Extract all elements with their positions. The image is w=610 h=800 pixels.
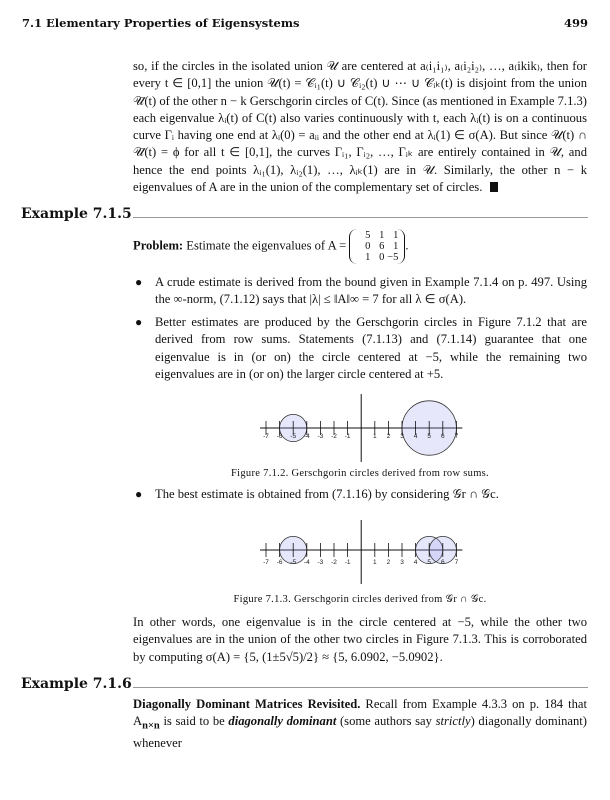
figure-caption: Figure 7.1.3. Gerschgorin circles derived from 𝒢r ∩ 𝒢c. bbox=[233, 594, 487, 605]
figure-7-1-3 bbox=[250, 520, 490, 590]
example-label: Example 7.1.6 bbox=[21, 676, 132, 692]
example-716-text: Diagonally Dominant Matrices Revisited. Recall from Example 4.3.3 on p. 184 that $A_{n\times n}$ is said to be diagonally dominant (some authors say strictly) diagonally dominant) whenever bbox=[133, 697, 587, 751]
tick-label: 2 bbox=[386, 433, 391, 440]
page-number: 499 bbox=[563, 16, 588, 30]
tick-label: -7 bbox=[263, 433, 269, 440]
paragraph-continued bbox=[133, 58, 587, 196]
tick-label: 7 bbox=[454, 559, 459, 566]
section-title: 7.1 Elementary Properties of Eigensystems bbox=[22, 16, 300, 30]
closing-paragraph: In other words, one eigenvalue is in the circle centered at −5, while the other two eigenvalues are in the union of the other two circles in Figure 7.1.3. This is corroborated by computing σ(A) = {5, (1±5√5)/2} ≈ {5, 6.0902, −5.0902}. bbox=[133, 615, 587, 664]
tick-label: -4 bbox=[303, 433, 310, 440]
example-rule bbox=[133, 687, 588, 688]
tick-label: 2 bbox=[386, 559, 391, 566]
tick-label: -3 bbox=[317, 433, 324, 440]
tick-label: -6 bbox=[276, 559, 283, 566]
tick-label: -2 bbox=[331, 559, 337, 566]
bullet-text: Better estimates are produced by the Gerschgorin circles in Figure 7.1.2 that are derived from row sums. Statements (7.1.13) and (7.1.14) guarantee that one eigenvalue is in (or on) the circle centered at −5, while the remaining two eigenvalues are in (or on) the larger circle centered at +5. bbox=[155, 315, 587, 381]
tick-label: 6 bbox=[440, 559, 445, 566]
tick-label: -5 bbox=[290, 433, 297, 440]
tick-label: 3 bbox=[400, 433, 404, 440]
tick-label: -2 bbox=[331, 433, 337, 440]
bullet-item: ● The best estimate is obtained from (7.1.16) by considering 𝒢r ∩ 𝒢c. bbox=[133, 486, 587, 503]
tick-label: 5 bbox=[427, 433, 432, 440]
tick-label: -7 bbox=[263, 559, 269, 566]
tick-label: 5 bbox=[427, 559, 432, 566]
example-716-title: Diagonally Dominant Matrices Revisited. bbox=[133, 697, 361, 711]
tick-label: 4 bbox=[413, 433, 418, 440]
tick-label: 6 bbox=[440, 433, 445, 440]
problem-statement: Problem: Estimate the eigenvalues of A = 5 1 1 0 6 1 1 0 −5. bbox=[133, 230, 409, 263]
paragraph-text: so, if the circles in the isolated union 𝒰 are centered at a₍i₁i₁₎, a₍i₂i₂₎, …, a₍ikik₎, then for every t ∈ [0,1] the union 𝒰(t) = 𝒞ᵢ₁(t) ∪ 𝒞ᵢ₂(t) ∪ ⋯ ∪ 𝒞ᵢₖ(t) is disjoint from the union 𝒰̄(t) of the other n − k Gerschgorin circles of C(t). Since (as mentioned in Example 7.1.3) each eigenvalue λᵢ(t) of C(t) also varies continuously with t, each λᵢ(t) is on a continuous curve Γᵢ having one end at λᵢ(0) = aᵢᵢ and the other end at λᵢ(1) ∈ σ(A). But since 𝒰(t) ∩ 𝒰̄(t) = ϕ for all t ∈ [0,1], the curves Γᵢ₁, Γᵢ₂, …, Γᵢₖ are entirely contained in 𝒰, and hence the end points λᵢ₁(1), λᵢ₂(1), …, λᵢₖ(1) are in 𝒰. Similarly, the other n − k eigenvalues of A are in the union of the complementary set of circles. bbox=[133, 59, 587, 195]
tick-label: 4 bbox=[413, 559, 418, 566]
bullet-text: A crude estimate is derived from the bound given in Example 7.1.4 on p. 497. Using the ∞-norm, (7.1.12) says that |λ| ≤ ‖A‖∞ = 7 for all λ ∈ σ(A). bbox=[155, 275, 587, 307]
tick-label: 1 bbox=[372, 433, 377, 440]
tick-label: -1 bbox=[344, 433, 351, 440]
problem-text: Estimate the eigenvalues of A = bbox=[186, 238, 347, 253]
example-rule bbox=[133, 217, 588, 218]
page-header bbox=[22, 16, 588, 32]
figure-7-1-2 bbox=[250, 386, 490, 470]
tick-label: 1 bbox=[372, 559, 377, 566]
tick-label: 7 bbox=[454, 433, 459, 440]
bullet-item: ● Better estimates are produced by the Gerschgorin circles in Figure 7.1.2 that are derived from row sums. Statements (7.1.13) and (7.1.14) guarantee that one eigenvalue is in (or on) the circle centered at −5, while the remaining two eigenvalues are in (or on) the larger circle centered at +5. bbox=[133, 314, 587, 383]
bullet-text: The best estimate is obtained from (7.1.16) by considering 𝒢r ∩ 𝒢c. bbox=[155, 487, 499, 501]
bullet-item: ● A crude estimate is derived from the bound given in Example 7.1.4 on p. 497. Using the ∞-norm, (7.1.12) says that |λ| ≤ ‖A‖∞ = 7 for all λ ∈ σ(A). bbox=[133, 274, 587, 309]
tick-label: -4 bbox=[303, 559, 310, 566]
tick-label: 3 bbox=[400, 559, 404, 566]
example-label: Example 7.1.5 bbox=[21, 206, 132, 222]
problem-label: Problem: bbox=[133, 238, 184, 253]
emphasis: diagonally dominant bbox=[228, 714, 337, 729]
tick-label: -1 bbox=[344, 559, 351, 566]
figure-caption: Figure 7.1.2. Gerschgorin circles derived from row sums. bbox=[231, 468, 489, 479]
tick-label: -5 bbox=[290, 559, 297, 566]
tick-label: -6 bbox=[276, 433, 283, 440]
matrix-A: 5 1 1 0 6 1 1 0 −5 bbox=[349, 229, 405, 264]
tick-label: -3 bbox=[317, 559, 324, 566]
qed-mark bbox=[490, 182, 498, 192]
